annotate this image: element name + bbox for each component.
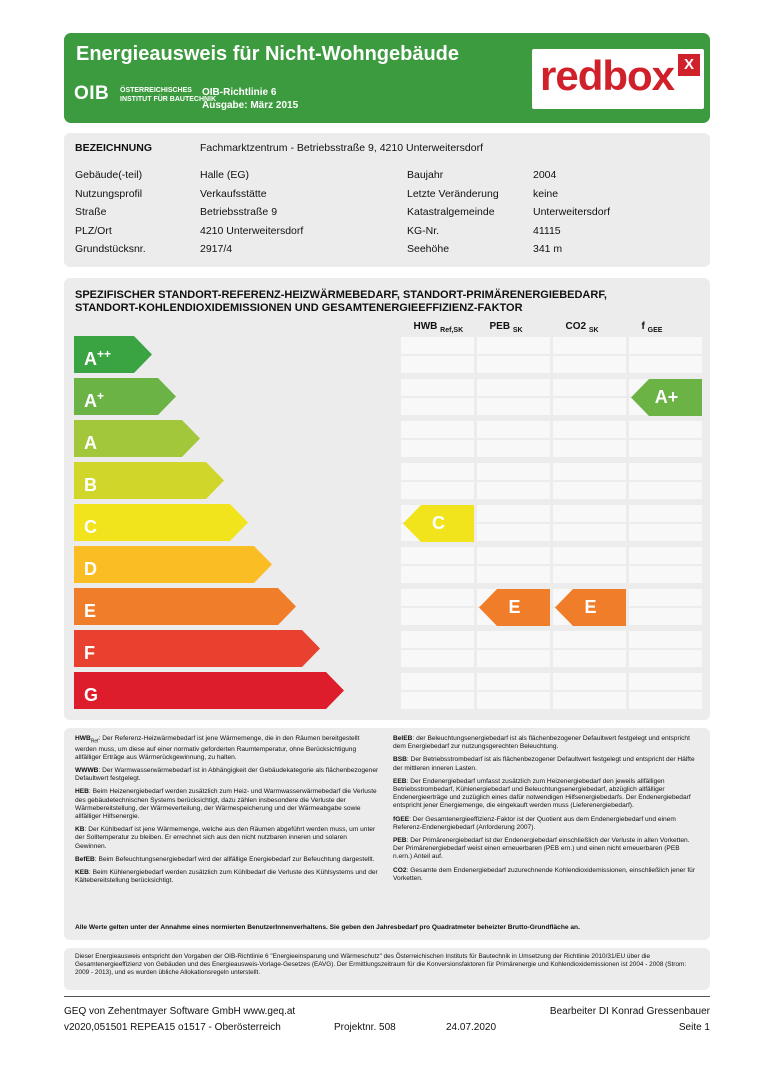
logo-x: X: [678, 54, 700, 76]
class-label: A++: [84, 347, 112, 369]
grid-cell: [477, 356, 550, 373]
definition-item: CO2: Gesamte dem Endenergiebedarf zuzurechnende Kohlendioxidemissionen, einschließlich jener für Vorketten.: [393, 866, 696, 882]
definitions-right: [393, 735, 697, 888]
definitions: [64, 728, 710, 940]
grid-cell: [629, 440, 702, 457]
info-value: Betriebsstraße 9: [200, 206, 278, 218]
info-label: Straße: [75, 206, 107, 218]
info-label: Katastralgemeinde: [407, 206, 495, 218]
info-value: 4210 Unterweitersdorf: [200, 224, 304, 237]
grid-cell: [629, 673, 702, 690]
class-label: G: [84, 685, 99, 705]
grid-cell: [629, 631, 702, 648]
column-header: CO2 $_{SK}$: [565, 321, 599, 334]
grid-cell: [477, 631, 550, 648]
rating-marker: [631, 379, 702, 416]
info-value: 2004: [533, 169, 557, 181]
grid-cell: [629, 482, 702, 499]
definitions-left: [75, 735, 379, 890]
grid-cell: [629, 505, 702, 522]
grid-cell: [629, 421, 702, 438]
grid-cell: [553, 650, 626, 667]
document-title: Energieausweis für Nicht-Wohngebäude: [76, 43, 460, 65]
oib-institute-name: ÖSTERREICHISCHES INSTITUT FÜR BAUTECHNIK: [120, 87, 217, 103]
grid-cell: [477, 673, 550, 690]
grid-cell: [553, 631, 626, 648]
richtlinie: OIB-Richtlinie 6: [202, 87, 277, 98]
grid-cell: [629, 463, 702, 480]
info-label: Gebäude(-teil): [75, 169, 143, 181]
info-label: Baujahr: [407, 169, 444, 181]
grid-cell: [401, 398, 474, 415]
grid-cell: [401, 566, 474, 583]
definition-item: EEB: Der Endenergiebedarf umfasst zusätzlich zum Heizenergiebedarf den jeweils allfälligen Betriebsstrombedarf, Kühlenergiebedarf und Beleuchtungsenergiebedarf, abzüglich allfälliger Endenergieerträge und zuzüglich eines dafür notwendigen Hilfsenergiebedarfs. Der Endenergiebedarf entspricht jener Energiemenge, die eingekauft werden muss (Lieferenergiebedarf).: [393, 777, 691, 810]
oib-mark: OIB: [74, 83, 110, 104]
grid-cell: [477, 547, 550, 564]
info-label: KG-Nr.: [407, 224, 440, 237]
class-bar: [74, 546, 272, 583]
grid-cell: [477, 440, 550, 457]
grid-cell: [553, 421, 626, 438]
info-value: 341 m: [533, 243, 563, 255]
grid-cell: [401, 356, 474, 373]
redbox-logo: [532, 49, 704, 109]
definition-item: HEB: Beim Heizenergiebedarf werden zusätzlich zum Heiz- und Warmwasserwärmebedarf die Verluste des gebäudetechnischen Systems berücksichtigt, dazu zählen insbesondere die Verluste der Wärmebereitstellung, der Wärmeverteilung, der Wärmespeicherung und der Wärmeabgabe sowie allfälliger Hilfsenergie.: [75, 788, 377, 820]
grid-cell: [477, 337, 550, 354]
grid-cell: [629, 589, 702, 606]
grid-cell: [401, 379, 474, 396]
class-bar: [74, 630, 320, 667]
class-label: A: [84, 433, 97, 453]
grid-cell: [629, 337, 702, 354]
footer-divider: [64, 996, 710, 997]
grid-cell: [401, 547, 474, 564]
info-row: [64, 206, 710, 220]
class-label: B: [84, 475, 97, 495]
bezeichnung-row: [64, 142, 710, 156]
column-header: f $_{GEE}$: [641, 321, 663, 334]
info-label: Seehöhe: [407, 243, 450, 255]
grid-cell: [477, 421, 550, 438]
grid-cell: [553, 547, 626, 564]
column-header: PEB $_{SK}$: [489, 321, 523, 334]
grid-cell: [629, 692, 702, 709]
grid-cell: [401, 631, 474, 648]
class-bar: [74, 336, 152, 373]
grid-cell: [477, 398, 550, 415]
info-value: Halle (EG): [200, 169, 250, 181]
info-row: [64, 188, 710, 202]
grid-cell: [553, 398, 626, 415]
info-value: 41115: [533, 224, 561, 237]
disclaimer: Dieser Energieausweis entspricht den Vorgaben der OIB-Richtlinie 6 "Energieeinsparung und Wärmeschutz" des Österreichischen Instituts für Bautechnik in Umsetzung der Richtlinie 2010/31/EU über die Gesamtenergieeffizienz von Gebäuden und des Energieausweis-Vorlage-Gesetzes (EAVG). Der Ermittlungszeitraum für die Konversionsfaktoren für Primärenergie und Kohlendioxidemissionen ist 2004 - 2008 (Strom: 2009 - 2013), und es wurden übliche Allokationsregeln unterstellt.: [64, 948, 710, 990]
grid-cell: [401, 692, 474, 709]
grid-cell: [553, 463, 626, 480]
grid-cell: [401, 589, 474, 606]
bezeichnung-value: Fachmarktzentrum - Betriebsstraße 9, 4210 Unterweitersdorf: [200, 142, 484, 154]
class-label: C: [84, 517, 97, 537]
richtlinie-info: [202, 86, 298, 112]
grid-cell: [477, 650, 550, 667]
class-bar: [74, 378, 176, 415]
grid-cell: [477, 482, 550, 499]
footer-bearbeiter: Bearbeiter DI Konrad Gressenbauer: [549, 1006, 710, 1017]
grid-cell: [401, 337, 474, 354]
footer-seite: Seite 1: [678, 1022, 710, 1033]
class-label: F: [84, 643, 95, 663]
definition-item: $HWB_{Ref}$: Der Referenz-Heizwärmebedarf ist jene Wärmemenge, die in den Räumen bereitgestellt werden muss, um diese auf einer normativ geforderten Raumtemperatur, ohne Berücksichtigung allfälliger Erträge aus Wärmerückgewinnung, zu halten.: [75, 735, 360, 761]
grid-cell: [553, 337, 626, 354]
grid-cell: [553, 505, 626, 522]
grid-cell: [477, 524, 550, 541]
class-bar: [74, 672, 344, 709]
building-info: [64, 133, 710, 267]
grid-cell: [401, 608, 474, 625]
info-value: 2917/4: [200, 243, 233, 255]
grid-cell: [629, 608, 702, 625]
grid-cell: [477, 463, 550, 480]
definition-item: WWWB: Der Warmwasserwärmebedarf ist in Abhängigkeit der Gebäudekategorie als flächenbezogener Defaultwert festgelegt.: [75, 766, 379, 783]
grid-cell: [629, 547, 702, 564]
rating-label: A+: [654, 387, 679, 407]
grid-cell: [553, 524, 626, 541]
info-value: keine: [533, 187, 559, 200]
grid-cell: [553, 692, 626, 709]
rating-label: C: [432, 513, 445, 533]
class-label: A+: [84, 389, 105, 411]
rating-label: E: [584, 597, 597, 617]
rating-marker: [479, 589, 550, 626]
rating-marker: [555, 589, 626, 626]
grid-cell: [477, 379, 550, 396]
class-label: D: [84, 559, 97, 579]
grid-cell: [629, 566, 702, 583]
info-label: Grundstücksnr.: [75, 243, 146, 255]
definition-item: fGEE: Der Gesamtenergieeffizienz-Faktor ist der Quotient aus dem Endenergiebedarf und einem Referenz-Endenergiebedarf (Anforderung 2007).: [393, 815, 676, 831]
grid-cell: [401, 440, 474, 457]
definition-item: PEB: Der Primärenergiebedarf ist der Endenergiebedarf einschließlich der Verluste in allen Vorketten. Der Primärenergiebedarf weist einen erneuerbaren (PEB ern.) und einen nicht erneuerbaren (PEB n.ern.) Anteil auf.: [393, 837, 690, 861]
info-row: [64, 243, 710, 257]
grid-cell: [477, 566, 550, 583]
class-label: E: [84, 601, 97, 621]
grid-cell: [553, 566, 626, 583]
class-bar: [74, 420, 200, 457]
info-value: Verkaufsstätte: [200, 187, 267, 200]
definitions-note: Alle Werte gelten unter der Annahme eines normierten BenutzerInnenverhaltens. Sie geben den Jahresbedarf pro Quadratmeter beheizter Brutto-Grundfläche an.: [75, 924, 580, 931]
definition-item: BSB: Der Betriebsstrombedarf ist als flächenbezogener Defaultwert festgelegt und entspricht der Hälfte der mittleren inneren Lasten.: [393, 756, 695, 772]
grid-cell: [553, 440, 626, 457]
grid-cell: [553, 673, 626, 690]
chart-title: SPEZIFISCHER STANDORT-REFERENZ-HEIZWÄRMEBEDARF, STANDORT-PRIMÄRENERGIEBEDARF, STANDORT-KOHLENDIOXIDEMISSIONEN UND GESAMTENERGIEEFFIZIENZ-FAKTOR: [75, 289, 607, 314]
grid-cell: [401, 482, 474, 499]
rating-label: E: [508, 597, 521, 617]
header-banner: [64, 33, 710, 123]
definition-item: KEB: Beim Kühlenergiebedarf werden zusätzlich zum Kühlbedarf die Verluste des Kühlsystems und der Kältebereitstellung berücksichtigt.: [75, 868, 378, 885]
grid-cell: [629, 650, 702, 667]
logo-text: redbox: [540, 52, 675, 99]
info-label: Nutzungsprofil: [75, 187, 143, 200]
info-row: [64, 169, 710, 183]
info-row: [64, 225, 710, 239]
grid-cell: [401, 650, 474, 667]
footer-software: GEQ von Zehentmayer Software GmbH www.geq.at: [64, 1006, 296, 1017]
rating-marker: [403, 505, 474, 542]
definition-item: BefEB: Beim Befeuchtungsenergiebedarf wird der allfällige Energiebedarf zur Befeuchtung dargestellt.: [75, 855, 375, 863]
footer-projekt: Projektnr. 508: [334, 1022, 396, 1033]
definition-item: BelEB: der Beleuchtungsenergiebedarf ist als flächenbezogener Defaultwert festgelegt und entspricht dem Energiebedarf zur nutzungsgerechten Beleuchtung.: [393, 735, 690, 751]
grid-cell: [477, 505, 550, 522]
grid-cell: [553, 482, 626, 499]
grid-cell: [477, 692, 550, 709]
class-bar: [74, 504, 248, 541]
grid-cell: [401, 463, 474, 480]
class-bar: [74, 462, 224, 499]
footer-version: v2020,051501 REPEA15 o1517 - Oberösterreich: [64, 1022, 281, 1033]
footer-date: 24.07.2020: [446, 1022, 497, 1033]
grid-cell: [553, 379, 626, 396]
info-label: PLZ/Ort: [75, 224, 112, 237]
grid-cell: [553, 356, 626, 373]
grid-cell: [629, 524, 702, 541]
energy-rating-chart: [64, 278, 710, 720]
grid-cell: [629, 356, 702, 373]
ausgabe: Ausgabe: März 2015: [202, 100, 299, 111]
bezeichnung-label: BEZEICHNUNG: [75, 142, 153, 154]
grid-cell: [401, 673, 474, 690]
info-label: Letzte Veränderung: [407, 187, 499, 200]
grid-cell: [401, 421, 474, 438]
info-value: Unterweitersdorf: [533, 206, 611, 218]
class-bar: [74, 588, 296, 625]
definition-item: KB: Der Kühlbedarf ist jene Wärmemenge, welche aus den Räumen abgeführt werden muss, um unter der Solltemperatur zu bleiben. Er errechnet sich aus den nicht nutzbaren inneren und solaren Gewinnen.: [75, 826, 376, 850]
column-header: HWB $_{Ref,SK}$: [413, 321, 464, 334]
